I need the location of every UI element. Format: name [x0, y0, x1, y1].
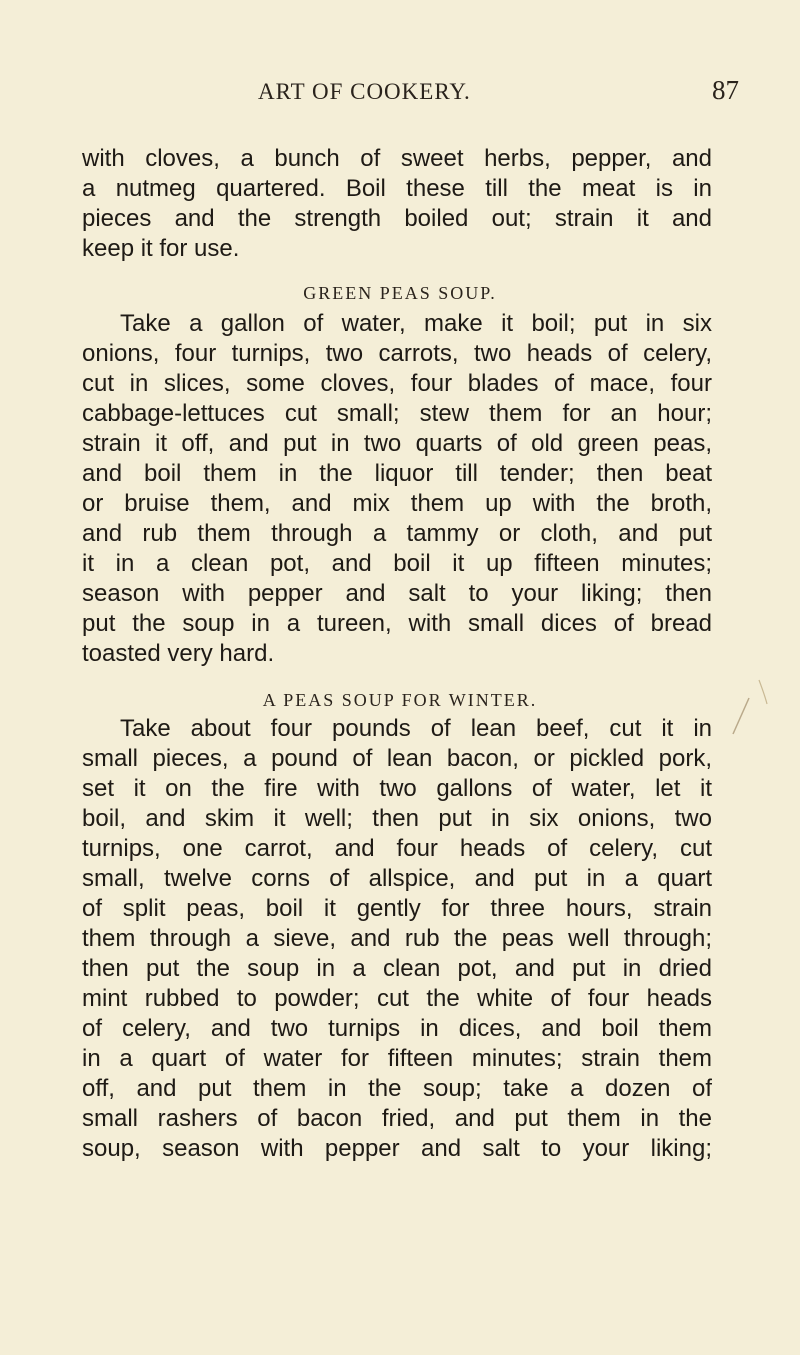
text-line: small, twelve corns of allspice, and put in a quart: [82, 865, 712, 892]
text-line: Take about four pounds of lean beef, cut it in: [120, 715, 712, 742]
text-line: onions, four turnips, two carrots, two heads of celery,: [82, 340, 712, 367]
text-line: season with pepper and salt to your liking; then: [82, 580, 712, 607]
text-line: a nutmeg quartered. Boil these till the meat is in: [82, 175, 712, 202]
text-line: or bruise them, and mix them up with the broth,: [82, 490, 712, 517]
text-line: of celery, and two turnips in dices, and boil them: [82, 1015, 712, 1042]
text-line: keep it for use.: [82, 235, 240, 262]
text-line: it in a clean pot, and boil it up fifteen minutes;: [82, 550, 712, 577]
text-line: mint rubbed to powder; cut the white of four heads: [82, 985, 712, 1012]
text-line: and boil them in the liquor till tender; then beat: [82, 460, 712, 487]
running-title: ART OF COOKERY.: [258, 79, 471, 104]
text-line: put the soup in a tureen, with small dices of bread: [82, 610, 712, 637]
text-line: soup, season with pepper and salt to your liking;: [82, 1135, 712, 1162]
running-head: [0, 75, 800, 111]
text-line: Take a gallon of water, make it boil; put in six: [120, 310, 712, 337]
text-line: small pieces, a pound of lean bacon, or pickled pork,: [82, 745, 712, 772]
text-line: set it on the fire with two gallons of water, let it: [82, 775, 712, 802]
text-line: cabbage-lettuces cut small; stew them for an hour;: [82, 400, 712, 427]
text-line: boil, and skim it well; then put in six onions, two: [82, 805, 712, 832]
text-line: then put the soup in a clean pot, and put in dried: [82, 955, 712, 982]
text-line: with cloves, a bunch of sweet herbs, pepper, and: [82, 145, 712, 172]
text-line: pieces and the strength boiled out; strain it and: [82, 205, 712, 232]
text-line: toasted very hard.: [82, 640, 275, 667]
text-line: small rashers of bacon fried, and put them in the: [82, 1105, 712, 1132]
recipe-heading-green-peas-soup: GREEN PEAS SOUP.: [303, 283, 497, 303]
text-line: off, and put them in the soup; take a dozen of: [82, 1075, 712, 1102]
text-line: strain it off, and put in two quarts of old green peas,: [82, 430, 712, 457]
text-line: in a quart of water for fifteen minutes; strain them: [82, 1045, 712, 1072]
text-line: turnips, one carrot, and four heads of celery, cut: [82, 835, 712, 862]
text-line: them through a sieve, and rub the peas well through;: [82, 925, 712, 952]
recipe-heading-peas-soup-winter: A PEAS SOUP FOR WINTER.: [262, 690, 538, 710]
page-number: 87: [712, 75, 739, 105]
text-line: cut in slices, some cloves, four blades of mace, four: [82, 370, 712, 397]
text-line: and rub them through a tammy or cloth, and put: [82, 520, 712, 547]
text-line: of split peas, boil it gently for three hours, strain: [82, 895, 712, 922]
